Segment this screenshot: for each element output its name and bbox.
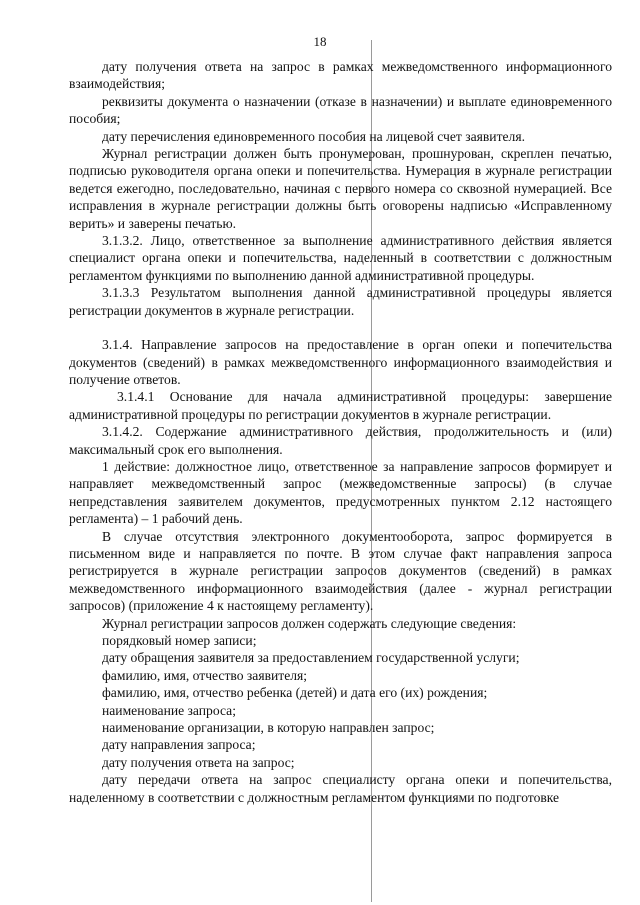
- paragraph-decision-details: реквизиты документа о назначении (отказе в назначении) и выплате единовременного пособия;: [69, 93, 612, 127]
- paragraph-transfer-date: дату перечисления единовременного пособия на лицевой счет заявителя.: [102, 128, 525, 144]
- list-item-record-number: порядковый номер записи;: [102, 633, 257, 648]
- list-item-request-name: наименование запроса;: [102, 702, 236, 718]
- paragraph-3-1-3-2: 3.1.3.2. Лицо, ответственное за выполнение административного действия является специалист органа опеки и попечительства, наделенный в соответствии с должностным регламентом функциями по выполнению данной административной процедуры.: [69, 233, 612, 283]
- paragraph-journal-contents: Журнал регистрации запросов должен содержать следующие сведения:: [102, 615, 517, 631]
- paragraph-3-1-3-3: 3.1.3.3 Результатом выполнения данной административной процедуры является регистрации документов в журнале регистрации.: [69, 285, 612, 318]
- list-item-request-date: дату направления запроса;: [102, 737, 256, 753]
- paragraph-3-1-4-1: 3.1.4.1 Основание для начала административной процедуры: завершение административной процедуры по регистрации документов в журнале регистрации.: [69, 389, 612, 422]
- list-item-answer-transfer: дату передачи ответа на запрос специалисту органа опеки и попечительства, наделенному в соответствии с должностным регламентом функциями по подготовке: [69, 772, 612, 805]
- list-item-child-name: фамилию, имя, отчество ребенка (детей) и дата его (их) рождения;: [102, 685, 488, 701]
- list-item-organization: наименование организации, в которую направлен запрос;: [102, 720, 435, 736]
- list-item-application-date: дату обращения заявителя за предоставлением государственной услуги;: [102, 650, 520, 666]
- paragraph-3-1-4: 3.1.4. Направление запросов на предоставление в орган опеки и попечительства документов (сведений) в рамках межведомственного информационного взаимодействия и получение ответов.: [69, 337, 612, 387]
- list-item-answer-date: дату получения ответа на запрос;: [102, 754, 295, 770]
- paragraph-no-edms: В случае отсутствия электронного документооборота, запрос формируется в письменном виде и направляется по почте. В этом случае факт направления запроса регистрируется в журнале регистрации запросов документов (сведений) в рамках межведомственного информационного взаимодействия (далее - журнал регистрации запросов) (приложение 4 к настоящему регламенту).: [69, 528, 612, 614]
- list-item-applicant-name: фамилию, имя, отчество заявителя;: [102, 667, 308, 683]
- paragraph-journal-requirements: Журнал регистрации должен быть пронумерован, прошнурован, скреплен печатью, подписью руководителя органа опеки и попечительства. Нумерация в журнале регистрации ведется ежегодно, последовательно, начиная с первого номера со сквозной нумерацией. Все исправления в журнале регистрации должны быть оговорены надписью «Исправленному верить» и заверены печатью.: [69, 146, 612, 231]
- page-number: 18: [313, 34, 327, 49]
- paragraph-3-1-4-2: 3.1.4.2. Содержание административного действия, продолжительность и (или) максимальный срок его выполнения.: [69, 424, 612, 457]
- document-body: [69, 58, 612, 806]
- paragraph-action-1: 1 действие: должностное лицо, ответственное за направление запросов формирует и направляет межведомственный запрос (межведомственные запросы) (в случае непредставления заявителем документов, предусмотренных пунктом 2.12 настоящего регламента) – 1 рабочий день.: [69, 458, 612, 527]
- paragraph-response-date: дату получения ответа на запрос в рамках межведомственного информационного взаимодействия;: [69, 59, 612, 92]
